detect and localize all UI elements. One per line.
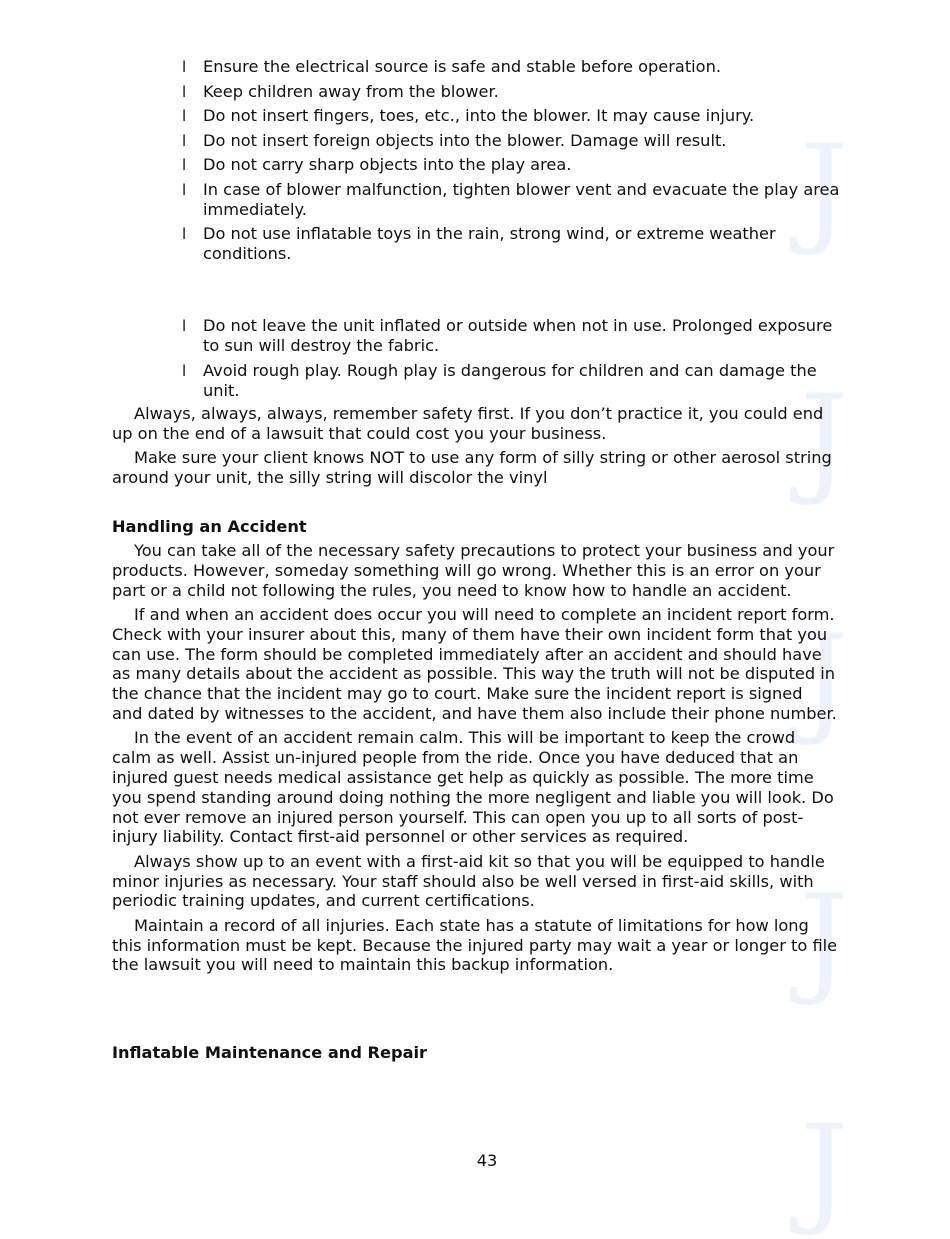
watermark-glyph: J	[800, 870, 849, 1009]
list-item	[182, 82, 842, 102]
bullet-marker: l	[182, 361, 187, 380]
safety-paragraphs	[112, 404, 838, 492]
list-item-text: Do not carry sharp objects into the play area.	[203, 155, 572, 174]
list-item	[182, 155, 842, 175]
list-item	[182, 106, 842, 126]
list-item	[182, 224, 842, 264]
bullet-marker: l	[182, 107, 187, 125]
list-item	[182, 180, 842, 220]
bullet-marker: l	[182, 58, 187, 76]
list-item-text: Do not leave the unit inflated or outside when not in use. Prolonged exposure to sun will destroy the fabric.	[203, 316, 833, 355]
paragraph: Maintain a record of all injuries. Each state has a statute of limitations for how long this information must be kept. Because the injured party may wait a year or longer to file the lawsuit you will need to maintain this backup information.	[112, 915, 838, 975]
watermark-glyph: J	[800, 120, 849, 259]
accident-paragraphs	[112, 541, 838, 980]
list-item-text: Ensure the electrical source is safe and stable before operation.	[203, 57, 721, 76]
list-item	[182, 361, 842, 401]
section-heading-maintenance: Inflatable Maintenance and Repair	[112, 1043, 428, 1062]
section-heading-accident: Handling an Accident	[112, 517, 307, 536]
paragraph: Make sure your client knows NOT to use any form of silly string or other aerosol string around your unit, the silly string will discolor the vinyl	[112, 448, 832, 487]
paragraph: Always show up to an event with a first-aid kit so that you will be equipped to handle minor injuries as necessary. Your staff should also be well versed in first-aid skills, with periodic training updates, and current certifications.	[112, 851, 825, 911]
bullet-marker: l	[182, 317, 187, 335]
page-number: 43	[476, 1151, 498, 1170]
watermark-glyph: J	[800, 1100, 849, 1239]
paragraph: You can take all of the necessary safety precautions to protect your business and your products. However, someday something will go wrong. Whether this is an error on your part or a child not following the rules, you need to know how to handle an accident.	[112, 541, 835, 600]
bullet-marker: l	[182, 156, 187, 174]
list-item-text: Do not insert foreign objects into the blower. Damage will result.	[203, 130, 727, 150]
paragraph: Always, always, always, remember safety first. If you don’t practice it, you could end up on the end of a lawsuit that could cost you your business.	[112, 404, 824, 443]
list-item	[182, 316, 842, 356]
list-item-text: Do not insert fingers, toes, etc., into the blower. It may cause injury.	[203, 106, 755, 125]
list-item-text: Do not use inflatable toys in the rain, strong wind, or extreme weather conditions.	[203, 224, 776, 263]
list-item	[182, 131, 842, 151]
list-item-text: In case of blower malfunction, tighten blower vent and evacuate the play area immediately.	[203, 179, 840, 219]
bullet-marker: l	[182, 82, 187, 101]
watermark-glyph: J	[800, 610, 849, 749]
watermark-glyph: J	[800, 370, 849, 509]
safety-bullet-list-continued	[182, 316, 842, 405]
bullet-marker: l	[182, 225, 187, 243]
paragraph: If and when an accident does occur you will need to complete an incident report form. Check with your insurer about this, many of them have their own incident form that you can use. The form should be completed immediately after an accident and should have as many details about the accident as possible. This way the truth will not be disputed in the chance that the incident may go to court. Make sure the incident report is signed and dated by witnesses to the accident, and have them also include their phone number.	[112, 604, 837, 723]
bullet-marker: l	[182, 180, 187, 199]
safety-bullet-list	[182, 57, 842, 269]
list-item-text: Keep children away from the blower.	[203, 81, 499, 101]
list-item	[182, 57, 842, 77]
bullet-marker: l	[182, 131, 187, 150]
paragraph: In the event of an accident remain calm. This will be important to keep the crowd calm as well. Assist un-injured people from the ride. Once you have deduced that an injured guest needs medical assistance get help as quickly as possible. The more time you spend standing around doing nothing the more negligent and liable you will look. Do not ever remove an injured person yourself. This can open you up to all sorts of post-injury liability. Contact first-aid personnel or other services as required.	[112, 728, 834, 847]
list-item-text: Avoid rough play. Rough play is dangerous for children and can damage the unit.	[203, 360, 817, 400]
